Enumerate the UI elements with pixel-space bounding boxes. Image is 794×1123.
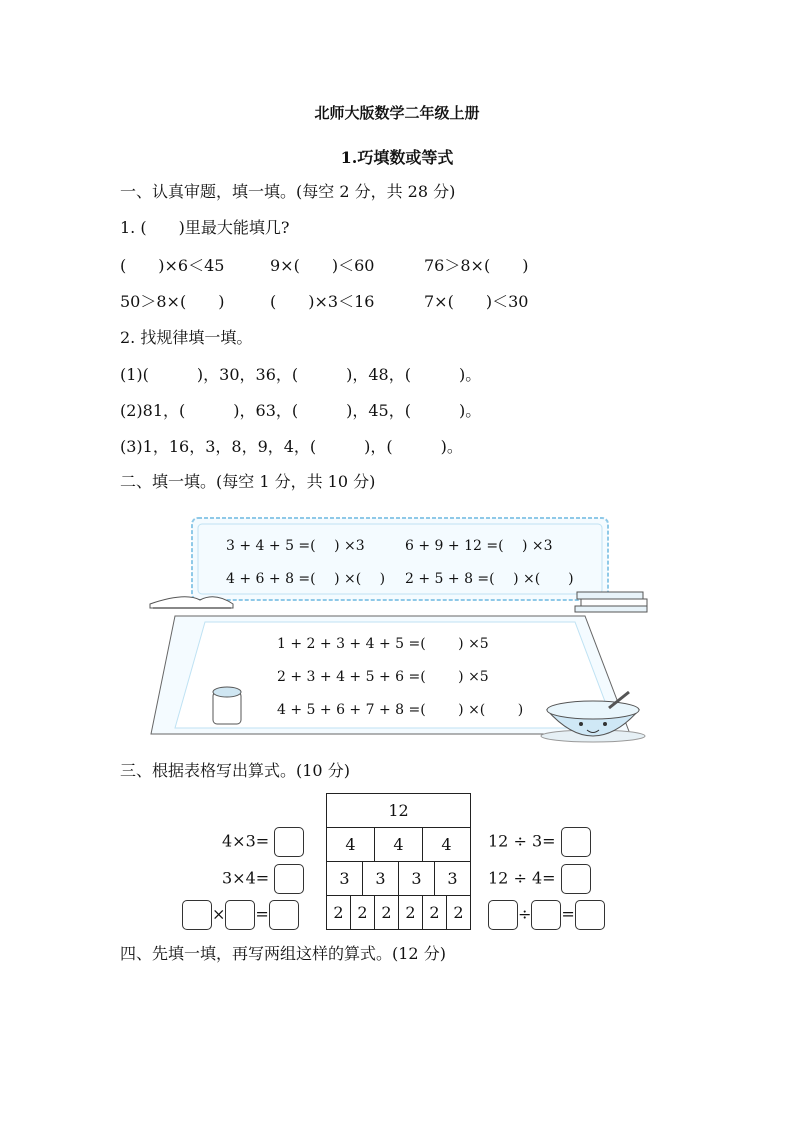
answer-box[interactable]: [561, 864, 591, 894]
q1-prompt: 1. ( )里最大能填几?: [120, 218, 290, 237]
book-icon: [150, 597, 233, 608]
board-expression: 2 + 5 + 8 =( ) ×( ): [405, 571, 574, 587]
q2-prompt: 2. 找规律填一填。: [120, 328, 253, 347]
q1-item: ( )×3＜16: [270, 292, 375, 311]
equation-row: [222, 864, 304, 894]
section3-heading: 三、根据表格写出算式。(10 分): [120, 761, 350, 780]
equals-sign: =: [255, 904, 269, 924]
q2-line: (2)81，( )，63，( )，45，( )。: [120, 401, 482, 420]
section2-heading: 二、填一填。(每空 1 分，共 10 分): [120, 472, 376, 491]
times-sign: ×: [212, 904, 226, 924]
board-expression: 1 + 2 + 3 + 4 + 5 =( ) ×5: [277, 636, 489, 652]
shaker-icon: [213, 687, 241, 724]
board-expression: 3 + 4 + 5 =( ) ×3: [226, 538, 365, 554]
answer-box[interactable]: [575, 900, 605, 930]
answer-box[interactable]: [269, 900, 299, 930]
equals-sign: =: [561, 904, 575, 924]
answer-box[interactable]: [182, 900, 212, 930]
q1-item: 9×( )＜60: [270, 256, 375, 275]
table-cell: 3: [363, 862, 399, 896]
answer-box[interactable]: [561, 827, 591, 857]
equation-text: 12 ÷ 4=: [488, 868, 556, 888]
answer-box[interactable]: [274, 827, 304, 857]
equation-row: [182, 900, 299, 930]
equation-text: 12 ÷ 3=: [488, 831, 556, 851]
table-cell: 4: [327, 828, 375, 862]
board-expression: 2 + 3 + 4 + 5 + 6 =( ) ×5: [277, 669, 489, 685]
table-cell: 3: [399, 862, 435, 896]
table-cell: 2: [375, 896, 399, 930]
table-cell: 4: [423, 828, 471, 862]
answer-box[interactable]: [225, 900, 255, 930]
table-cell: 2: [423, 896, 447, 930]
equation-text: 4×3=: [222, 831, 270, 851]
answer-box[interactable]: [488, 900, 518, 930]
equation-row: [222, 827, 304, 857]
answer-box[interactable]: [274, 864, 304, 894]
board-expression: 4 + 6 + 8 =( ) ×( ): [226, 571, 386, 587]
division-table: [326, 793, 471, 930]
table-cell: 2: [351, 896, 375, 930]
board-expression: 4 + 5 + 6 + 7 + 8 =( ) ×( ): [277, 702, 524, 718]
equation-row: [488, 900, 605, 930]
table-cell: 3: [435, 862, 471, 896]
q1-item: 7×( )＜30: [424, 292, 529, 311]
equation-row: [488, 827, 591, 857]
table-cell: 2: [399, 896, 423, 930]
book-stack-icon: [575, 592, 647, 612]
table-cell: 4: [375, 828, 423, 862]
board-expression: 6 + 9 + 12 =( ) ×3: [405, 538, 553, 554]
page-title: 北师大版数学二年级上册: [314, 104, 480, 122]
section4-heading: 四、先填一填，再写两组这样的算式。(12 分): [120, 944, 446, 963]
q2-line: (1)( )，30，36，( )，48，( )。: [120, 365, 482, 384]
table-cell: 3: [327, 862, 363, 896]
divide-sign: ÷: [518, 904, 532, 924]
q1-item: 50＞8×( ): [120, 292, 225, 311]
page-subtitle: 1.巧填数或等式: [340, 148, 454, 167]
equation-row: [488, 864, 591, 894]
q1-item: ( )×6＜45: [120, 256, 225, 275]
q1-item: 76＞8×( ): [424, 256, 529, 275]
answer-box[interactable]: [531, 900, 561, 930]
table-cell: 2: [327, 896, 351, 930]
q2-line: (3)1，16，3，8，9，4，( )，( )。: [120, 437, 463, 456]
equation-text: 3×4=: [222, 868, 270, 888]
section1-heading: 一、认真审题，填一填。(每空 2 分，共 28 分): [120, 182, 456, 201]
table-cell: 2: [447, 896, 471, 930]
table-total: 12: [327, 794, 471, 828]
